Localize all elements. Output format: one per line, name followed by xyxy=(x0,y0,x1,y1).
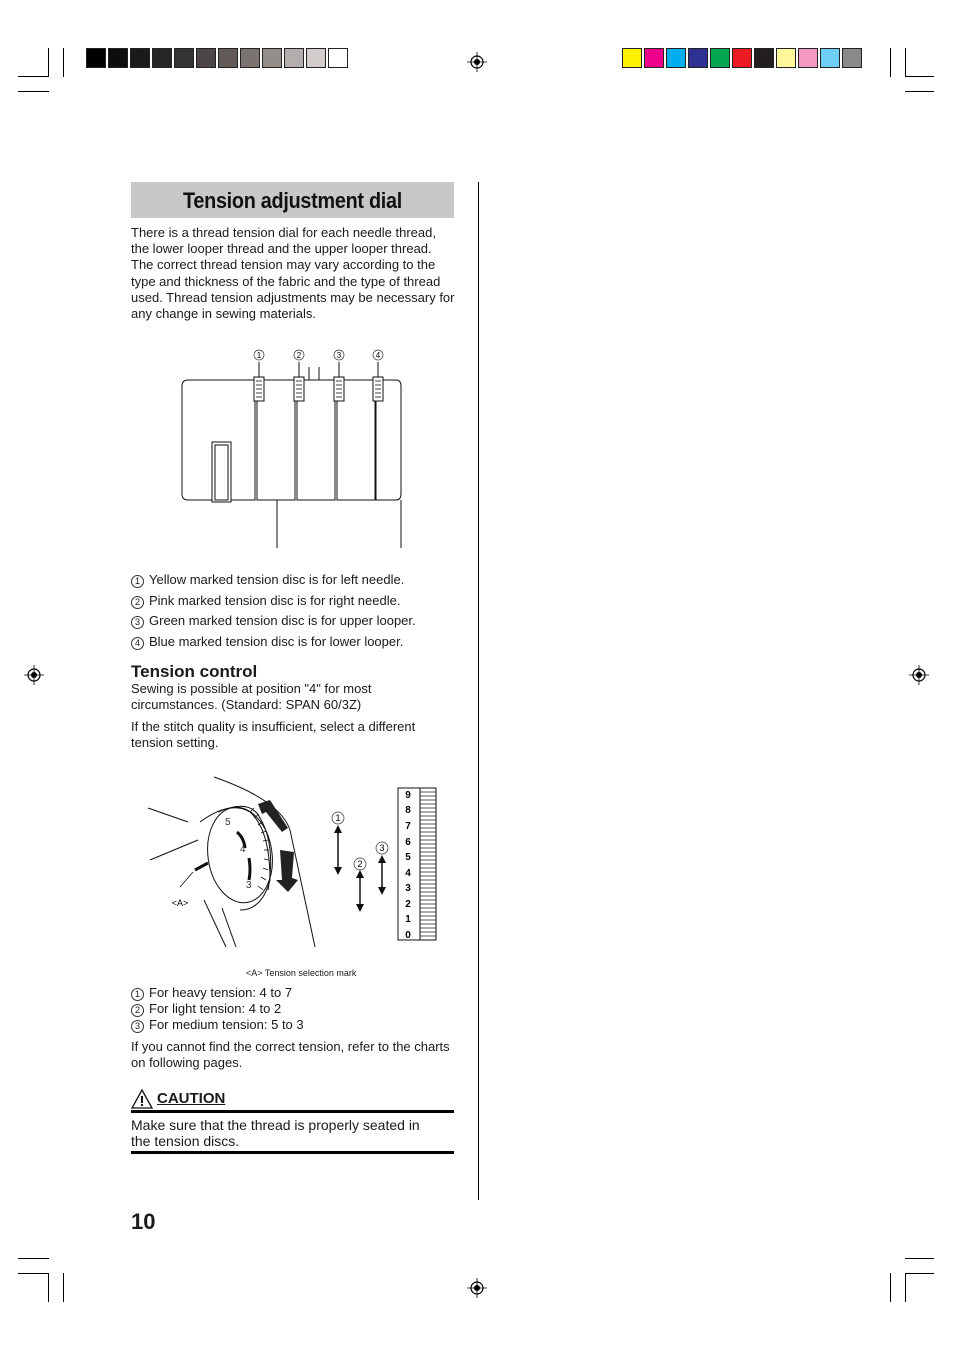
number-badge: 2 xyxy=(131,1004,144,1017)
tension-list-item xyxy=(131,1001,281,1017)
color-swatch xyxy=(776,48,796,68)
page-number: 10 xyxy=(131,1209,156,1234)
column-divider xyxy=(478,182,479,1200)
number-badge: 3 xyxy=(131,1020,144,1033)
disc-list-item xyxy=(131,593,400,609)
number-badge: 1 xyxy=(131,575,144,588)
arrow-label: 3 xyxy=(379,843,385,853)
registration-mark-icon xyxy=(909,665,929,685)
disc-list-text: Yellow marked tension disc is for left needle. xyxy=(149,572,405,587)
scale-number: 7 xyxy=(405,821,411,832)
color-swatch xyxy=(622,48,642,68)
paragraph-line: If the stitch quality is insufficient, select a different xyxy=(131,719,416,734)
registration-mark-icon xyxy=(24,665,44,685)
disc-list-item xyxy=(131,634,403,650)
color-swatch xyxy=(152,48,172,68)
number-badge: 1 xyxy=(131,988,144,1001)
dial-number: 3 xyxy=(246,880,252,891)
color-swatch xyxy=(328,48,348,68)
intro-line: type and thickness of the fabric and the type of thread xyxy=(131,273,441,289)
color-swatch xyxy=(196,48,216,68)
color-swatch xyxy=(688,48,708,68)
color-swatch xyxy=(820,48,840,68)
gray-swatch-bar xyxy=(86,48,350,68)
figure-caption: <A> Tension selection mark xyxy=(246,968,357,978)
caution-text xyxy=(131,1117,461,1149)
number-badge: 3 xyxy=(131,616,144,629)
color-swatch xyxy=(262,48,282,68)
marker-2-label: 2 xyxy=(296,351,302,360)
disc-list-text: Green marked tension disc is for upper looper. xyxy=(149,613,416,628)
marker-1-label: 1 xyxy=(256,351,262,360)
section-heading: Tension control xyxy=(131,662,258,681)
disc-list-text: Pink marked tension disc is for right needle. xyxy=(149,593,401,608)
intro-line: any change in sewing materials. xyxy=(131,306,316,322)
arrow-label: 1 xyxy=(335,813,341,823)
color-swatch xyxy=(754,48,774,68)
number-badge: 2 xyxy=(131,596,144,609)
scale-number: 4 xyxy=(405,868,411,879)
tension-list-item xyxy=(131,985,292,1001)
color-swatch xyxy=(174,48,194,68)
caution-line: the tension discs. xyxy=(131,1133,240,1149)
color-swatch xyxy=(86,48,106,68)
marker-4-label: 4 xyxy=(375,351,381,360)
registration-mark-icon xyxy=(467,1278,487,1298)
disc-list-item xyxy=(131,613,416,629)
disc-list-text: Blue marked tension disc is for lower looper. xyxy=(149,634,404,649)
intro-line: the lower looper thread and the upper looper thread. xyxy=(131,241,432,257)
title-banner xyxy=(131,182,454,218)
tension-discs-diagram xyxy=(170,345,420,555)
registration-mark-icon xyxy=(467,52,487,72)
intro-line: The correct thread tension may vary according to the xyxy=(131,257,436,273)
scale-number: 6 xyxy=(405,837,411,848)
color-swatch xyxy=(284,48,304,68)
mark-label: <A> xyxy=(171,898,189,908)
color-swatch xyxy=(108,48,128,68)
tension-list-text: For light tension: 4 to 2 xyxy=(149,1001,282,1016)
number-badge: 4 xyxy=(131,637,144,650)
disc-list-item xyxy=(131,572,404,588)
charts-note xyxy=(131,1039,461,1071)
scale-number: 1 xyxy=(405,914,411,925)
color-swatch xyxy=(218,48,238,68)
tension-control-paragraph xyxy=(131,719,461,751)
paragraph-line: Sewing is possible at position "4" for most xyxy=(131,681,372,696)
color-swatch xyxy=(842,48,862,68)
color-swatch-bar xyxy=(622,48,864,68)
intro-paragraph xyxy=(131,225,461,322)
caution-line: Make sure that the thread is properly seated in xyxy=(131,1117,420,1133)
color-swatch xyxy=(666,48,686,68)
tension-dial-illustration xyxy=(140,770,450,955)
dial-number: 4 xyxy=(240,844,246,855)
paragraph-line: on following pages. xyxy=(131,1055,243,1071)
scale-number: 5 xyxy=(405,852,411,863)
dial-number: 5 xyxy=(225,817,231,828)
scale-number: 8 xyxy=(405,805,411,816)
color-swatch xyxy=(240,48,260,68)
scale-number: 2 xyxy=(405,899,411,910)
paragraph-line: If you cannot find the correct tension, refer to the charts xyxy=(131,1039,450,1054)
page-title: Tension adjustment dial xyxy=(183,188,402,213)
marker-3-label: 3 xyxy=(336,351,342,360)
scale-number: 3 xyxy=(405,883,411,894)
color-swatch xyxy=(644,48,664,68)
paragraph-line: tension setting. xyxy=(131,735,219,751)
caution-bottom-rule xyxy=(131,1151,454,1154)
warning-triangle-icon xyxy=(131,1089,153,1109)
tension-list-text: For heavy tension: 4 to 7 xyxy=(149,985,293,1000)
scale-number: 0 xyxy=(405,930,411,941)
color-swatch xyxy=(798,48,818,68)
color-swatch xyxy=(710,48,730,68)
arrow-label: 2 xyxy=(357,859,363,869)
color-swatch xyxy=(130,48,150,68)
tension-control-paragraph xyxy=(131,681,461,713)
caution-top-rule xyxy=(131,1110,454,1113)
color-swatch xyxy=(306,48,326,68)
caution-label: CAUTION xyxy=(157,1090,226,1107)
scale-number: 9 xyxy=(405,790,411,801)
color-swatch xyxy=(732,48,752,68)
tension-list-text: For medium tension: 5 to 3 xyxy=(149,1017,304,1032)
intro-line: used. Thread tension adjustments may be necessary for xyxy=(131,289,455,305)
intro-line: There is a thread tension dial for each needle thread, xyxy=(131,225,436,240)
tension-list-item xyxy=(131,1017,304,1033)
paragraph-line: circumstances. (Standard: SPAN 60/3Z) xyxy=(131,697,362,713)
